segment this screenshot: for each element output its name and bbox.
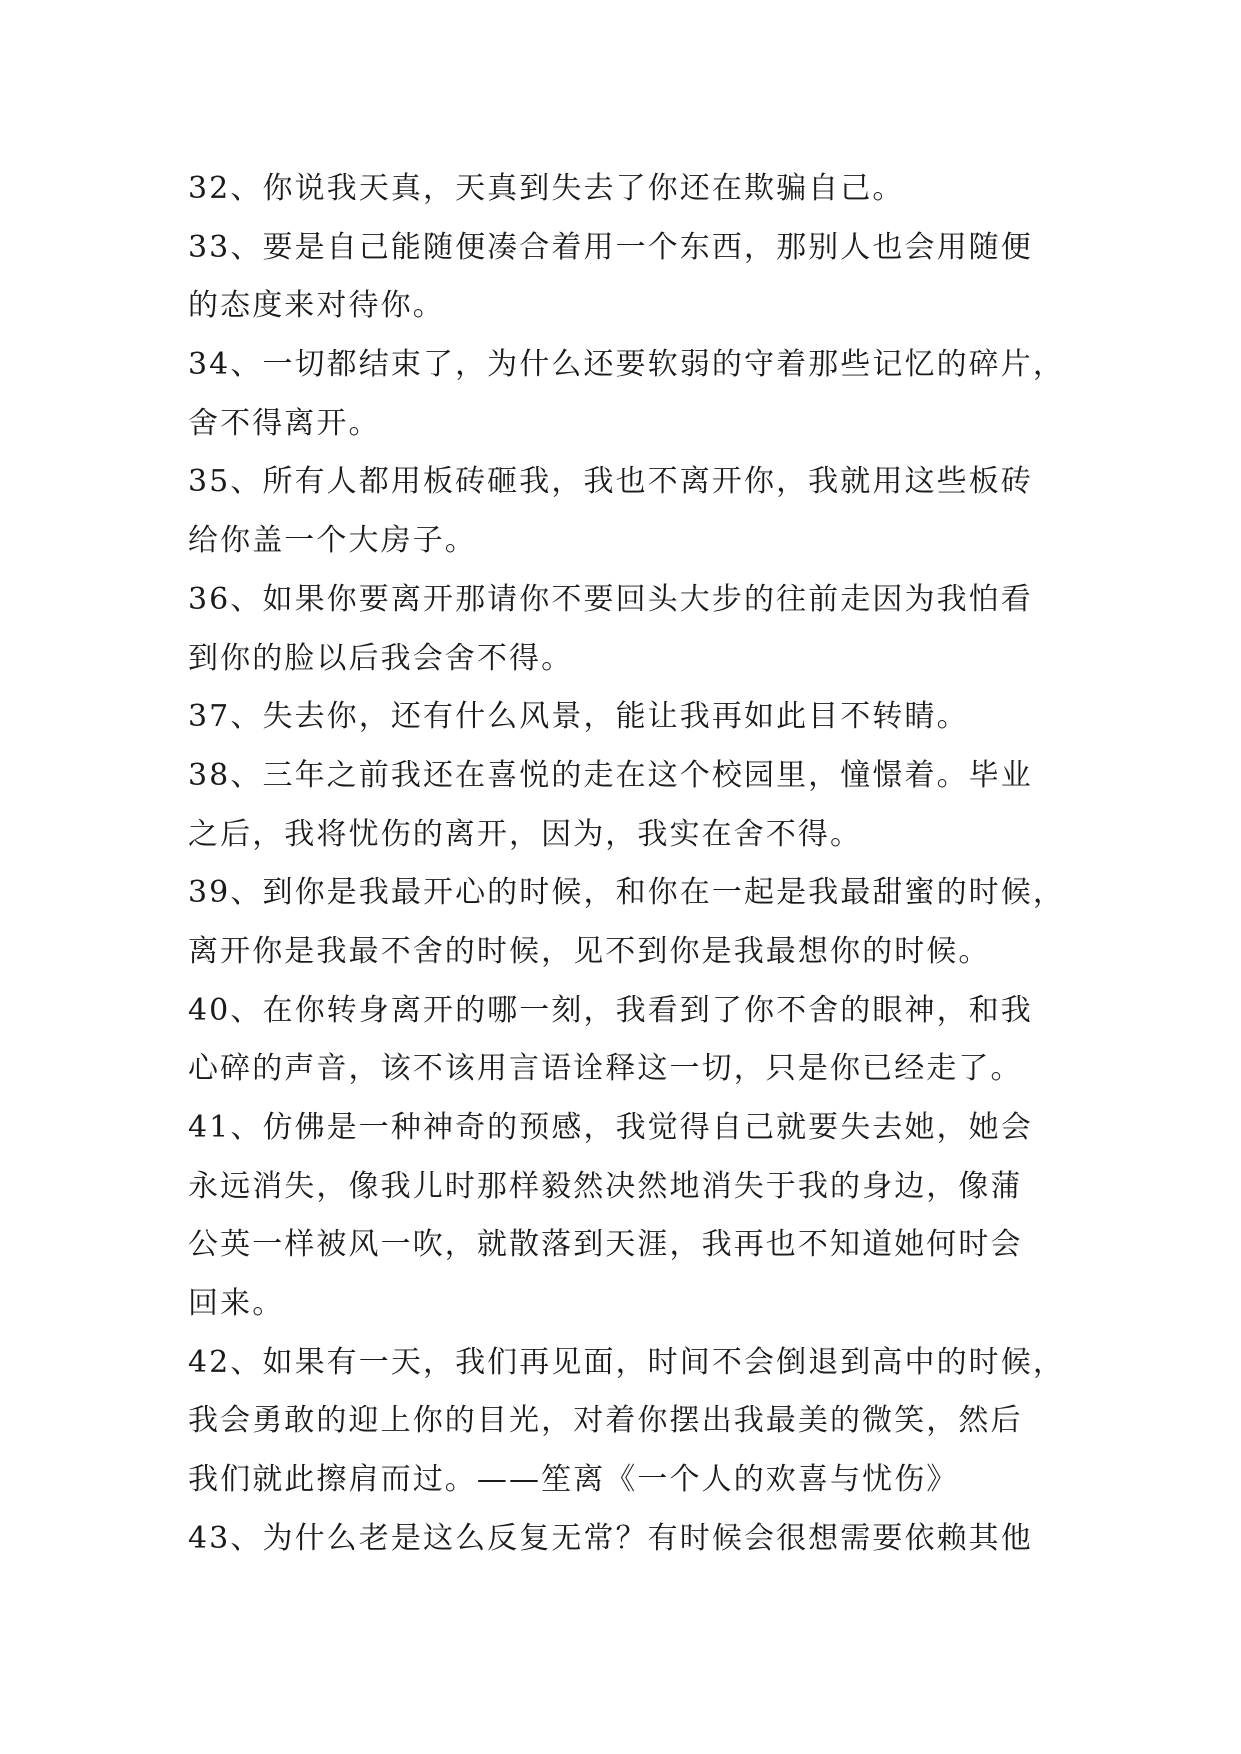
text-line: 40、在你转身离开的哪一刻，我看到了你不舍的眼神，和我 (188, 992, 1033, 1028)
text-line: 永远消失，像我儿时那样毅然决然地消失于我的身边，像蒲 (188, 1168, 1023, 1204)
text-line: 离开你是我最不舍的时候，见不到你是我最想你的时候。 (188, 933, 991, 969)
text-line: 之后，我将忧伤的离开，因为，我实在舍不得。 (188, 816, 863, 852)
text-line: 舍不得离开。 (188, 405, 381, 441)
text-line: 32、你说我天真，天真到失去了你还在欺骗自己。 (188, 171, 905, 206)
text-line: 心碎的声音，该不该用言语诠释这一切，只是你已经走了。 (188, 1051, 1023, 1087)
text-line: 回来。 (188, 1286, 285, 1322)
text-line: 到你的脸以后我会舍不得。 (188, 640, 574, 676)
text-line: 给你盖一个大房子。 (188, 523, 477, 559)
text-line: 公英一样被风一吹，就散落到天涯，我再也不知道她何时会 (188, 1227, 1023, 1263)
text-line: 39、到你是我最开心的时候，和你在一起是我最甜蜜的时候， (188, 875, 1065, 911)
text-line: 37、失去你，还有什么风景，能让我再如此目不转睛。 (188, 699, 969, 735)
text-line: 33、要是自己能随便凑合着用一个东西，那别人也会用随便 (188, 229, 1033, 265)
text-line: 我会勇敢的迎上你的目光，对着你摆出我最美的微笑，然后 (188, 1403, 1023, 1439)
text-line: 36、如果你要离开那请你不要回头大步的往前走因为我怕看 (188, 581, 1033, 617)
document-body (188, 160, 1068, 1569)
text-line: 我们就此擦肩而过。——笙离《一个人的欢喜与忧伤》 (188, 1462, 959, 1498)
text-line: 35、所有人都用板砖砸我，我也不离开你，我就用这些板砖 (188, 464, 1033, 500)
text-line: 42、如果有一天，我们再见面，时间不会倒退到高中的时候， (188, 1344, 1065, 1380)
text-line: 34、一切都结束了，为什么还要软弱的守着那些记忆的碎片， (188, 347, 1065, 383)
text-line: 41、仿佛是一种神奇的预感，我觉得自己就要失去她，她会 (188, 1110, 1033, 1145)
text-line: 38、三年之前我还在喜悦的走在这个校园里，憧憬着。毕业 (188, 757, 1033, 793)
text-line: 的态度来对待你。 (188, 288, 445, 324)
text-line: 43、为什么老是这么反复无常？有时候会很想需要依赖其他 (188, 1520, 1033, 1556)
